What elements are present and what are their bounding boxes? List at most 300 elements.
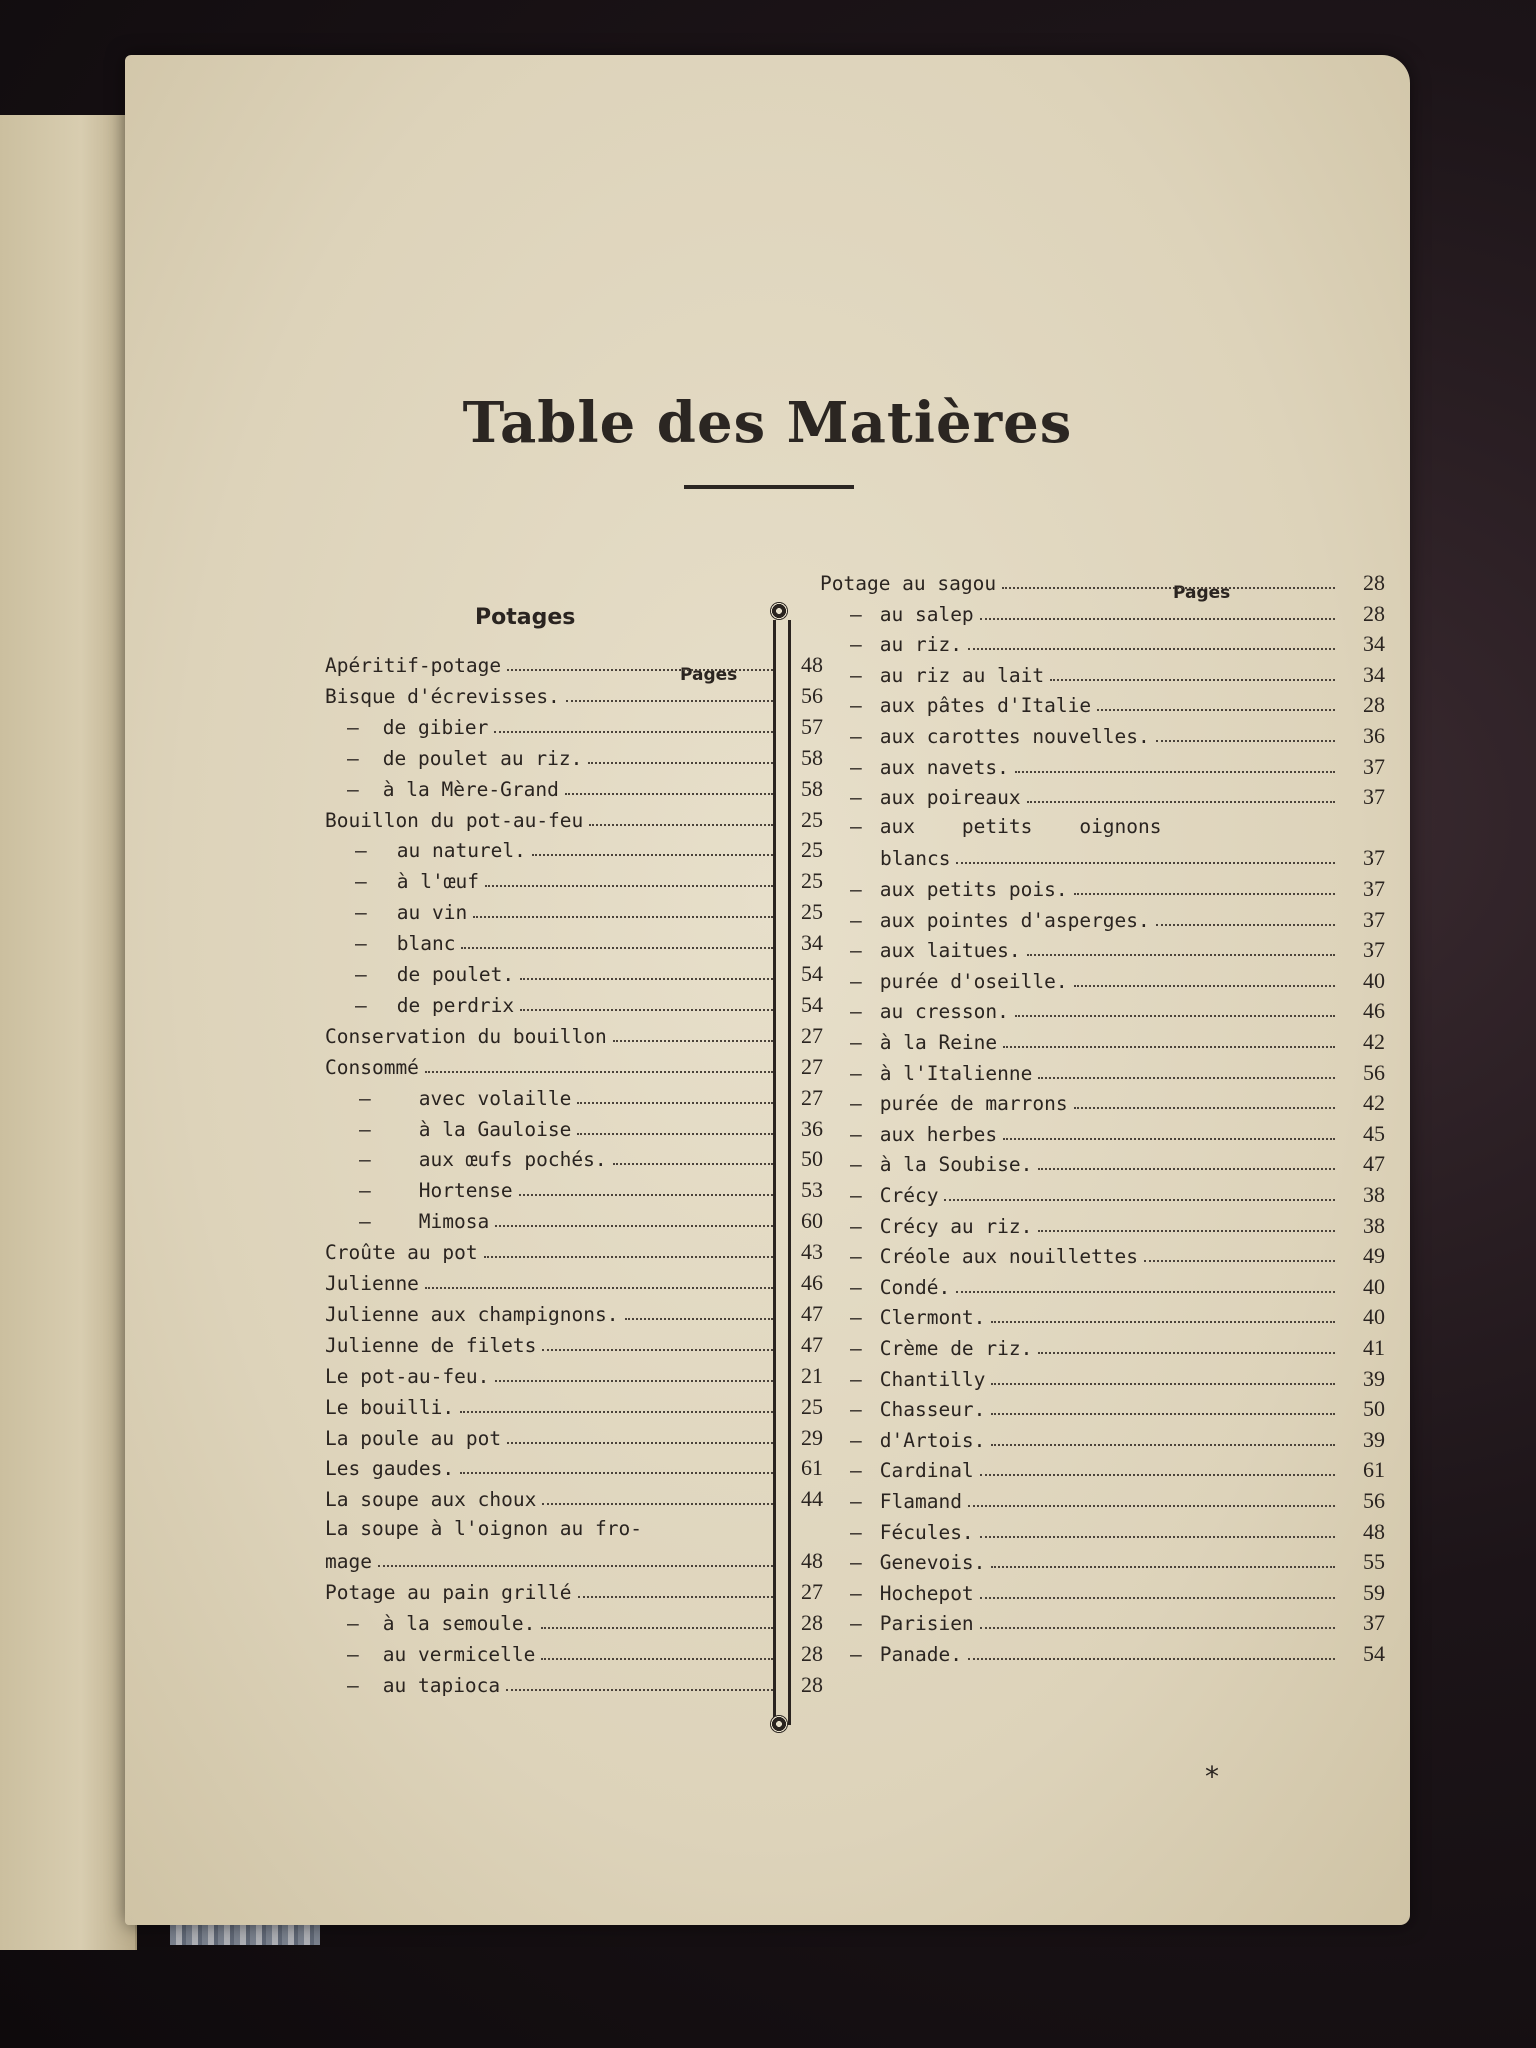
toc-entry xyxy=(347,1641,823,1667)
toc-entry xyxy=(850,1304,1385,1330)
entry-page-number: 55 xyxy=(1363,1549,1385,1575)
footer-mark: * xyxy=(1205,1760,1219,1793)
entry-page-number: 34 xyxy=(1363,631,1385,657)
toc-entry xyxy=(359,1208,823,1234)
entry-title: au salep xyxy=(879,602,974,626)
entry-title: au vin xyxy=(396,901,468,925)
dot-leader xyxy=(578,1596,773,1598)
dot-leader xyxy=(460,1411,773,1413)
entry-title: de perdrix xyxy=(396,993,515,1017)
entry-page-number: 47 xyxy=(801,1300,823,1326)
dot-leader xyxy=(495,1225,773,1227)
entry-title: d'Artois. xyxy=(879,1428,986,1452)
entry-page-number: 25 xyxy=(801,899,823,925)
entry-title: à la Mère-Grand xyxy=(382,777,559,801)
toc-entry xyxy=(850,723,1385,749)
dot-leader xyxy=(589,824,773,826)
entry-title: Chantilly xyxy=(879,1367,986,1391)
left-page-edge xyxy=(0,115,137,1950)
entry-page-number: 37 xyxy=(1363,1610,1385,1636)
entry-page-number: 40 xyxy=(1363,967,1385,993)
entry-title: Potage au sagou xyxy=(820,572,997,595)
dot-leader xyxy=(1002,587,1335,589)
toc-entry xyxy=(347,714,823,740)
entry-title: La soupe aux choux xyxy=(325,1488,537,1512)
toc-entry xyxy=(355,930,823,956)
toc-entry xyxy=(850,1396,1385,1422)
dot-leader xyxy=(378,1565,773,1567)
ditto-dash: — xyxy=(850,1122,862,1146)
entry-title: aux œufs pochés. xyxy=(418,1148,607,1172)
toc-entry xyxy=(850,1121,1385,1147)
toc-entry xyxy=(359,1085,823,1111)
ditto-dash: — xyxy=(850,814,862,838)
entry-page-number: 37 xyxy=(1363,784,1385,810)
toc-entry xyxy=(850,1457,1385,1483)
entry-page-number: 25 xyxy=(801,806,823,832)
entry-title: Fécules. xyxy=(879,1520,974,1544)
divider-rosette-top xyxy=(770,602,788,620)
entry-title: Hortense xyxy=(418,1179,513,1203)
toc-entry xyxy=(359,1116,823,1142)
entry-page-number: 41 xyxy=(1363,1335,1385,1360)
entry-title: Condé. xyxy=(879,1275,951,1299)
dot-leader xyxy=(991,1321,1335,1323)
entry-title: au naturel. xyxy=(396,839,526,863)
entry-title: Crécy xyxy=(879,1184,939,1207)
entry-title: avec volaille xyxy=(418,1086,572,1110)
entry-page-number: 48 xyxy=(801,652,823,677)
entry-title: aux navets. xyxy=(879,755,1009,779)
toc-entry xyxy=(850,1182,1385,1208)
entry-page-number: 21 xyxy=(801,1362,823,1388)
entry-title: à l'Italienne xyxy=(879,1061,1033,1085)
divider-rosette-bottom xyxy=(770,1715,788,1733)
entry-page-number: 28 xyxy=(801,1609,823,1635)
ditto-dash: — xyxy=(347,1673,359,1697)
entry-page-number: 49 xyxy=(1363,1243,1385,1269)
toc-entry xyxy=(850,631,1385,657)
ditto-dash: — xyxy=(850,1306,862,1330)
entry-page-number: 37 xyxy=(1363,876,1385,901)
entry-title: Julienne xyxy=(325,1272,419,1295)
entry-page-number: 37 xyxy=(1363,937,1385,963)
entry-page-number: 56 xyxy=(801,682,823,708)
toc-entry xyxy=(325,1548,823,1574)
ditto-dash: — xyxy=(359,1086,371,1110)
entry-title: à la Reine xyxy=(879,1031,998,1054)
entry-page-number: 38 xyxy=(1363,1212,1385,1238)
dot-leader xyxy=(565,793,773,795)
dot-leader xyxy=(980,1536,1335,1538)
dot-leader xyxy=(541,1627,773,1629)
toc-entry xyxy=(325,652,823,678)
entry-title: Mimosa xyxy=(418,1210,490,1234)
dot-leader xyxy=(1015,771,1335,773)
toc-entry xyxy=(347,1610,823,1636)
toc-entry xyxy=(850,662,1385,688)
ditto-dash: — xyxy=(850,694,862,718)
dot-leader xyxy=(1003,1046,1335,1048)
entry-title: Crécy au riz. xyxy=(879,1214,1033,1238)
toc-entry xyxy=(850,1243,1385,1269)
dot-leader xyxy=(577,1133,773,1135)
entry-page-number: 25 xyxy=(801,1393,823,1419)
entry-page-number: 54 xyxy=(1363,1641,1385,1666)
entry-page-number: 43 xyxy=(801,1239,823,1265)
entry-page-number: 28 xyxy=(801,1671,823,1697)
dot-leader xyxy=(991,1413,1335,1415)
dot-leader xyxy=(1050,679,1335,681)
entry-page-number: 40 xyxy=(1363,1273,1385,1299)
dot-leader xyxy=(1144,1260,1335,1262)
toc-entry xyxy=(325,807,823,833)
entry-title: La poule au pot xyxy=(325,1426,502,1450)
ditto-dash: — xyxy=(850,1337,862,1360)
entry-page-number: 25 xyxy=(801,837,823,863)
toc-entry xyxy=(355,837,823,863)
ditto-dash: — xyxy=(355,993,367,1017)
dot-leader xyxy=(968,1505,1335,1507)
entry-title: à la semoule. xyxy=(382,1611,536,1635)
ditto-dash: — xyxy=(850,1000,862,1024)
dot-leader xyxy=(991,1383,1335,1385)
ditto-dash: — xyxy=(850,939,862,963)
ditto-dash: — xyxy=(850,1398,862,1422)
ditto-dash: — xyxy=(359,1117,371,1141)
toc-entry xyxy=(850,1151,1385,1177)
entry-title: de poulet au riz. xyxy=(382,746,583,770)
ditto-dash: — xyxy=(850,633,862,657)
toc-entry xyxy=(850,937,1385,963)
toc-entry xyxy=(850,998,1385,1024)
pages-label-left: Pages xyxy=(680,665,738,685)
dot-leader xyxy=(495,1380,773,1382)
toc-entry xyxy=(355,868,823,894)
dot-leader xyxy=(991,1444,1335,1446)
entry-page-number: 37 xyxy=(1363,753,1385,779)
entry-title: Les gaudes. xyxy=(325,1457,455,1481)
ditto-dash: — xyxy=(850,1092,862,1116)
entry-title: au vermicelle xyxy=(382,1642,536,1666)
ditto-dash: — xyxy=(850,1551,862,1575)
entry-title: La soupe à l'oignon au fro- xyxy=(325,1517,642,1541)
toc-entry xyxy=(325,1054,823,1080)
ditto-dash: — xyxy=(850,1153,862,1177)
toc-entry xyxy=(850,815,1385,838)
dot-leader xyxy=(484,1256,773,1258)
dot-leader xyxy=(980,1474,1335,1476)
dot-leader xyxy=(520,1009,773,1011)
ditto-dash: — xyxy=(850,663,862,687)
ditto-dash: — xyxy=(355,901,367,925)
toc-entry xyxy=(850,968,1385,994)
ditto-dash: — xyxy=(850,1367,862,1391)
entry-page-number: 48 xyxy=(801,1548,823,1574)
entry-title: Crème de riz. xyxy=(879,1337,1033,1360)
title-rule xyxy=(684,485,854,489)
toc-entry xyxy=(325,1270,823,1296)
entry-page-number: 53 xyxy=(801,1177,823,1203)
entry-page-number: 39 xyxy=(1363,1365,1385,1391)
ditto-dash: — xyxy=(850,1490,862,1513)
ditto-dash: — xyxy=(347,1611,359,1635)
ditto-dash: — xyxy=(850,1184,862,1207)
toc-entry xyxy=(850,1335,1385,1361)
dot-leader xyxy=(1074,893,1335,895)
ditto-dash: — xyxy=(355,870,367,894)
entry-page-number: 44 xyxy=(801,1486,823,1512)
dot-leader xyxy=(1074,1107,1335,1109)
dot-leader xyxy=(991,1566,1335,1568)
dot-leader xyxy=(485,885,773,887)
ditto-dash: — xyxy=(850,1061,862,1085)
ditto-dash: — xyxy=(347,715,359,739)
toc-entry xyxy=(347,1672,823,1698)
entry-title: Julienne aux champignons. xyxy=(325,1302,619,1326)
entry-page-number: 46 xyxy=(1363,998,1385,1024)
entry-title: Clermont. xyxy=(879,1306,986,1330)
entry-page-number: 47 xyxy=(801,1331,823,1357)
entry-page-number: 60 xyxy=(801,1208,823,1234)
entry-page-number: 47 xyxy=(1363,1151,1385,1177)
toc-entry xyxy=(325,1332,823,1358)
toc-entry xyxy=(850,1549,1385,1575)
dot-leader xyxy=(460,1472,773,1474)
entry-title: Panade. xyxy=(879,1643,962,1666)
ditto-dash: — xyxy=(850,1520,862,1544)
entry-page-number: 58 xyxy=(801,744,823,770)
dot-leader xyxy=(968,648,1335,650)
entry-title: de gibier xyxy=(382,715,489,739)
toc-entry xyxy=(850,601,1385,627)
entry-page-number: 28 xyxy=(1363,570,1385,595)
toc-entry xyxy=(850,784,1385,810)
entry-page-number: 58 xyxy=(801,775,823,801)
dot-leader xyxy=(1156,740,1335,742)
entry-title: Créole aux nouillettes xyxy=(879,1245,1139,1269)
toc-entry xyxy=(850,1213,1385,1239)
entry-page-number: 39 xyxy=(1363,1426,1385,1452)
entry-page-number: 50 xyxy=(801,1146,823,1172)
dot-leader xyxy=(520,978,773,980)
toc-entry xyxy=(325,1023,823,1049)
dot-leader xyxy=(542,1503,773,1505)
dot-leader xyxy=(425,1287,773,1289)
dot-leader xyxy=(577,1102,773,1104)
toc-entry xyxy=(820,570,1385,596)
entry-page-number: 45 xyxy=(1363,1120,1385,1146)
toc-entry xyxy=(325,1394,823,1420)
toc-entry xyxy=(325,1579,823,1605)
ditto-dash: — xyxy=(355,839,367,863)
toc-entry xyxy=(347,776,823,802)
ditto-dash: — xyxy=(850,1031,862,1054)
ditto-dash: — xyxy=(850,1459,862,1483)
pages-label-right: Pages xyxy=(1173,583,1231,603)
toc-entry xyxy=(325,1517,823,1540)
entry-title: blanc xyxy=(396,932,456,956)
dot-leader xyxy=(541,1658,773,1660)
entry-page-number: 59 xyxy=(1363,1579,1385,1605)
entry-page-number: 37 xyxy=(1363,845,1385,871)
toc-entry xyxy=(850,1580,1385,1606)
ditto-dash: — xyxy=(850,1428,862,1452)
entry-title: Croûte au pot xyxy=(325,1241,478,1265)
dot-leader xyxy=(1097,709,1335,711)
book-page xyxy=(125,55,1410,1925)
dot-leader xyxy=(532,854,773,856)
toc-entry xyxy=(850,907,1385,933)
ditto-dash: — xyxy=(359,1179,371,1203)
entry-page-number: 25 xyxy=(801,868,823,894)
entry-title: Bouillon du pot-au-feu xyxy=(325,808,584,832)
entry-page-number: 61 xyxy=(1363,1457,1385,1483)
ditto-dash: — xyxy=(347,777,359,801)
entry-page-number: 38 xyxy=(1363,1182,1385,1207)
entry-page-number: 54 xyxy=(801,991,823,1017)
entry-page-number: 46 xyxy=(801,1270,823,1295)
entry-page-number: 34 xyxy=(801,930,823,956)
dot-leader xyxy=(507,1442,773,1444)
dot-leader xyxy=(1156,924,1335,926)
dot-leader xyxy=(461,947,773,949)
ditto-dash: — xyxy=(850,1612,862,1636)
entry-title: purée d'oseille. xyxy=(879,969,1068,993)
entry-title: aux petits pois. xyxy=(879,878,1068,901)
entry-title: au cresson. xyxy=(879,1000,1009,1024)
entry-page-number: 29 xyxy=(801,1424,823,1450)
dot-leader xyxy=(1015,1015,1335,1017)
dot-leader xyxy=(507,669,773,671)
entry-title: Cardinal xyxy=(879,1459,974,1483)
entry-title: aux petits oignons xyxy=(879,814,1162,838)
dot-leader xyxy=(956,1291,1335,1293)
toc-entry xyxy=(850,1366,1385,1392)
toc-entry xyxy=(850,1274,1385,1300)
entry-page-number: 56 xyxy=(1363,1488,1385,1513)
entry-title: à l'œuf xyxy=(396,870,479,894)
dot-leader xyxy=(473,916,773,918)
entry-page-number: 42 xyxy=(1363,1090,1385,1116)
toc-entry xyxy=(850,876,1385,902)
dot-leader xyxy=(980,618,1335,620)
dot-leader xyxy=(425,1071,773,1073)
toc-entry xyxy=(850,1488,1385,1514)
entry-title: purée de marrons xyxy=(879,1092,1068,1116)
entry-title: au riz. xyxy=(879,633,962,657)
dot-leader xyxy=(494,731,773,733)
ditto-dash: — xyxy=(850,786,862,810)
ditto-dash: — xyxy=(850,755,862,779)
dot-leader xyxy=(956,862,1335,864)
toc-entry xyxy=(325,1486,823,1512)
entry-page-number: 28 xyxy=(1363,692,1385,718)
entry-page-number: 27 xyxy=(801,1084,823,1110)
toc-entry xyxy=(850,1519,1385,1545)
dot-leader xyxy=(1038,1077,1335,1079)
toc-entry xyxy=(850,1427,1385,1453)
toc-entry xyxy=(325,1239,823,1265)
toc-entry xyxy=(880,845,1385,871)
toc-entry xyxy=(325,1455,823,1481)
ditto-dash: — xyxy=(850,878,862,901)
dot-leader xyxy=(1027,801,1335,803)
toc-entry xyxy=(850,1641,1385,1667)
ditto-dash: — xyxy=(850,1275,862,1299)
entry-page-number: 28 xyxy=(801,1640,823,1666)
entry-title: aux poireaux xyxy=(879,786,1021,810)
entry-title: blancs xyxy=(880,847,951,871)
toc-entry xyxy=(359,1146,823,1172)
toc-entry xyxy=(359,1177,823,1203)
entry-title: aux herbes xyxy=(879,1122,998,1146)
entry-page-number: 37 xyxy=(1363,906,1385,932)
dot-leader xyxy=(1074,985,1335,987)
entry-page-number: 27 xyxy=(801,1022,823,1048)
entry-title: Apéritif-potage xyxy=(325,654,502,677)
toc-entry xyxy=(325,1425,823,1451)
entry-page-number: 28 xyxy=(1363,600,1385,626)
entry-title: au tapioca xyxy=(382,1673,501,1697)
entry-title: Le bouilli. xyxy=(325,1395,455,1419)
ditto-dash: — xyxy=(355,963,367,986)
toc-entry xyxy=(355,992,823,1018)
entry-title: Conservation du bouillon xyxy=(325,1024,607,1048)
entry-title: aux pointes d'asperges. xyxy=(879,908,1150,932)
entry-page-number: 36 xyxy=(1363,723,1385,748)
toc-entry xyxy=(325,683,823,709)
entry-title: aux laitues. xyxy=(879,939,1021,963)
entry-page-number: 42 xyxy=(1363,1029,1385,1054)
entry-page-number: 27 xyxy=(801,1053,823,1079)
dot-leader xyxy=(625,1318,774,1320)
ditto-dash: — xyxy=(850,969,862,993)
dot-leader xyxy=(968,1658,1335,1660)
toc-entry xyxy=(850,1060,1385,1086)
ditto-dash: — xyxy=(850,1643,862,1666)
ditto-dash: — xyxy=(347,746,359,770)
toc-entry xyxy=(850,754,1385,780)
toc-entry xyxy=(355,899,823,925)
entry-page-number: 34 xyxy=(1363,661,1385,687)
entry-title: Consommé xyxy=(325,1055,419,1079)
section-heading: Potages xyxy=(475,605,576,630)
entry-title: Hochepot xyxy=(879,1581,974,1605)
dot-leader xyxy=(980,1597,1335,1599)
entry-page-number: 40 xyxy=(1363,1304,1385,1330)
entry-page-number: 61 xyxy=(801,1455,823,1481)
entry-page-number: 36 xyxy=(801,1115,823,1141)
dot-leader xyxy=(506,1689,773,1691)
toc-entry xyxy=(850,1610,1385,1636)
entry-title: Flamand xyxy=(879,1490,962,1513)
entry-page-number: 50 xyxy=(1363,1396,1385,1422)
dot-leader xyxy=(588,762,773,764)
dot-leader xyxy=(1003,1138,1335,1140)
ditto-dash: — xyxy=(850,1214,862,1238)
dot-leader xyxy=(613,1163,773,1165)
ditto-dash: — xyxy=(850,725,862,748)
ditto-dash: — xyxy=(850,908,862,932)
toc-entry xyxy=(850,1090,1385,1116)
entry-title: Le pot-au-feu. xyxy=(325,1364,490,1388)
entry-page-number: 27 xyxy=(801,1579,823,1604)
page-title: Table des Matières xyxy=(462,390,1073,456)
entry-title: au riz au lait xyxy=(879,663,1045,687)
entry-title: à la Soubise. xyxy=(879,1153,1033,1177)
entry-page-number: 54 xyxy=(801,961,823,986)
